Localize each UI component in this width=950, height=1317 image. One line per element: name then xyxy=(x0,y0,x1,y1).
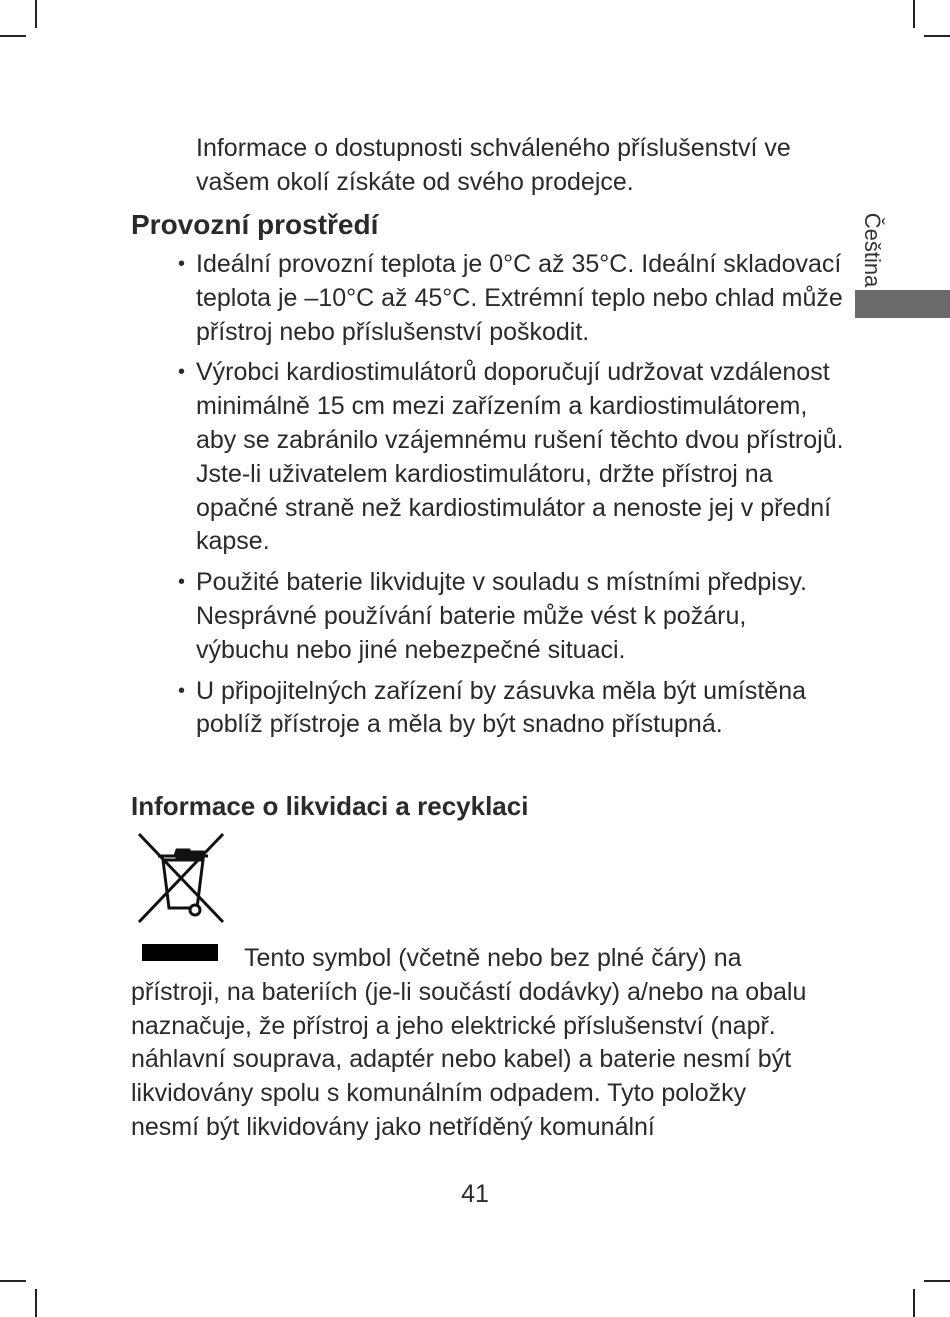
bullet-icon: • xyxy=(178,571,186,594)
list-item xyxy=(178,248,846,349)
crop-mark xyxy=(0,1280,26,1282)
bullet-text: Použité baterie likvidujte v souladu s místními předpisy. Nesprávné používání baterie může vést k požáru, výbuchu nebo jiné nebezpečné situaci. xyxy=(196,568,807,664)
crop-mark xyxy=(913,0,915,28)
bullet-list xyxy=(178,248,846,749)
list-item xyxy=(178,675,846,743)
bullet-icon: • xyxy=(178,679,186,702)
page-number: 41 xyxy=(461,1180,489,1208)
crop-mark xyxy=(913,1289,915,1317)
crossed-out-wheelie-bin-icon xyxy=(131,826,231,930)
disposal-paragraph: Tento symbol (včetně nebo bez plné čáry) na přístroji, na bateriích (je-li součástí dodávky) a/nebo na obalu naznačuje, že přístroj a jeho elektrické příslušenství (např. náhlavní souprava, adaptér nebo kabel) a baterie nesmí být likvidovány spolu s komunálním odpadem. Tyto položky nesmí být likvidovány jako netříděný komunální xyxy=(131,944,807,1141)
bullet-icon: • xyxy=(178,361,186,384)
section-title-operating-environment: Provozní prostředí xyxy=(131,209,379,240)
crop-mark xyxy=(0,35,26,37)
language-tab-label: Čeština xyxy=(860,212,885,288)
bullet-icon: • xyxy=(178,253,186,275)
list-item xyxy=(178,356,846,559)
crop-mark xyxy=(35,0,37,28)
crop-mark xyxy=(924,35,950,37)
section-title-disposal: Informace o likvidaci a recyklaci xyxy=(131,791,529,821)
bullet-text: Ideální provozní teplota je 0°C až 35°C. Ideální skladovací teplota je –10°C až 45°C. Extrémní teplo nebo chlad může přístroj nebo příslušenství poškodit. xyxy=(196,250,843,346)
language-tab xyxy=(855,290,950,318)
crop-mark xyxy=(924,1280,950,1282)
intro-paragraph: Informace o dostupnosti schváleného příslušenství ve vašem okolí získáte od svého prodejce. xyxy=(196,134,791,196)
bullet-text: Výrobci kardiostimulátorů doporučují udržovat vzdálenost minimálně 15 cm mezi zařízením a kardiostimulátorem, aby se zabránilo vzájemnému rušení těchto dvou přístrojů. Jste-li uživatelem kardiostimulátoru, držte přístroj na opačné straně než kardiostimulátor a nenoste jej v přední kapse. xyxy=(196,358,844,556)
crop-mark xyxy=(35,1289,37,1317)
bullet-text: U připojitelných zařízení by zásuvka měla být umístěna poblíž přístroje a měla by být snadno přístupná. xyxy=(196,676,806,739)
list-item xyxy=(178,566,846,667)
